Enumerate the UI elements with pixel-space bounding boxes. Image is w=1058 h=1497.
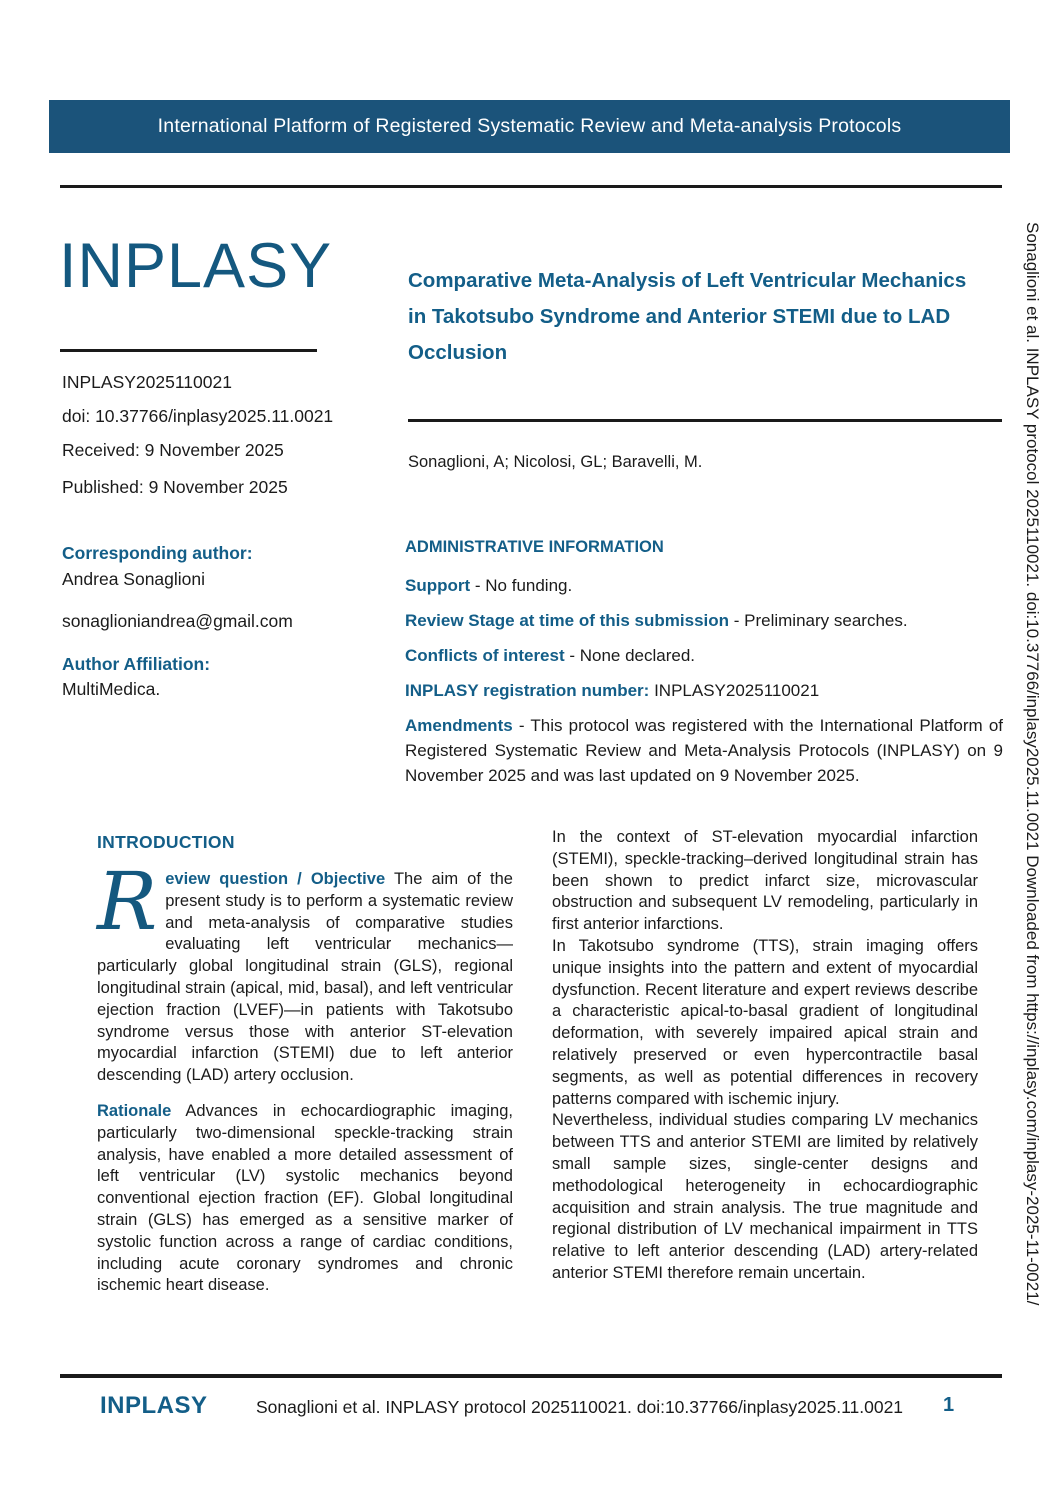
admin-item-label: INPLASY registration number: [405, 681, 650, 700]
inplasy-logo: INPLASY [59, 231, 333, 301]
logo-divider [60, 349, 317, 352]
footer-brand: INPLASY [100, 1392, 208, 1419]
admin-item-conflicts [405, 643, 1003, 668]
footer-divider [60, 1374, 1002, 1378]
corresponding-author-email: sonaglioniandrea@gmail.com [62, 611, 293, 631]
admin-item-label: Conflicts of interest [405, 646, 565, 665]
rationale-paragraph [97, 1101, 513, 1297]
footer-page-number: 1 [943, 1394, 955, 1416]
admin-item-label: Amendments [405, 716, 513, 735]
admin-item-label: Support [405, 576, 471, 595]
introduction-left-column [97, 855, 513, 1297]
admin-item-review-stage [405, 608, 1003, 633]
admin-item-separator: - [564, 646, 580, 665]
introduction-heading: INTRODUCTION [97, 832, 235, 852]
doi-line: doi: 10.37766/inplasy2025.11.0021 [62, 406, 334, 426]
administrative-information-section [405, 538, 1003, 798]
title-divider [408, 419, 1002, 422]
intro-paragraph-limitations: Nevertheless, individual studies comparing LV mechanics between TTS and anterior STEMI are limited by relatively small sample sizes, single-center designs and methodological heterogeneity in echocardiographic acquisition and strain analysis. The true magnitude and regional distribution of LV mechanical impairment in TTS relative to left anterior descending (LAD) artery-related anterior STEMI therefore remain uncertain. [552, 1111, 978, 1282]
corresponding-author-name: Andrea Sonaglioni [62, 569, 206, 589]
introduction-right-column [552, 827, 978, 1285]
objective-text: The aim of the present study is to perform a systematic review and meta-analysis of comparative studies evaluating left ventricular mechanics—particularly global longitudinal strain (GLS), regional longitudinal strain (apical, mid, basal), and left ventricular ejection fraction (LVEF)—in patients with Takotsubo syndrome versus those with anterior ST-elevation myocardial infarction (STEMI) due to left anterior descending (LAD) artery occlusion. [97, 870, 513, 1085]
administrative-information-heading: ADMINISTRATIVE INFORMATION [405, 538, 664, 556]
journal-banner [49, 100, 1010, 153]
rationale-label: Rationale [97, 1101, 172, 1120]
author-affiliation-value: MultiMedica. [62, 679, 161, 699]
admin-item-value: None declared. [579, 646, 696, 665]
journal-banner-text: International Platform of Registered Systematic Review and Meta-analysis Protocols [157, 115, 902, 137]
intro-paragraph-tts: In Takotsubo syndrome (TTS), strain imaging offers unique insights into the pattern and extent of myocardial dysfunction. Recent literature and expert reviews describe a characteristic apical-to-basal gradient of longitudinal deformation, with severely impaired apical strain and relatively preserved or even hypercontractile basal segments, as well as potential differences in recovery patterns compared with ischemic injury. [552, 936, 978, 1108]
admin-item-registration-number [405, 678, 1003, 703]
admin-item-value: INPLASY2025110021 [654, 681, 820, 700]
objective-label: eview question / Objective [165, 870, 386, 888]
author-affiliation-label: Author Affiliation: [62, 654, 211, 674]
admin-item-amendments [405, 713, 1003, 788]
published-date: Published: 9 November 2025 [62, 477, 288, 497]
sidebar-vertical-citation: Sonaglioni et al. INPLASY protocol 2025110021. doi:10.37766/inplasy2025.11.0021 Downloaded from https://inplasy.com/inplasy-2025-11-0021/ [1023, 222, 1042, 1306]
rationale-text: Advances in echocardiographic imaging, particularly two-dimensional speckle-tracking strain analysis, have enabled a more detailed assessment of left ventricular (LV) systolic mechanics beyond conventional ejection fraction (EF). Global longitudinal strain (GLS) has emerged as a sensitive marker of systolic function across a range of cardiac conditions, including acute coronary syndromes and chronic ischemic heart disease. [97, 1101, 513, 1295]
registration-id: INPLASY2025110021 [62, 372, 232, 392]
admin-item-separator: - [512, 716, 531, 735]
admin-item-value: No funding. [485, 576, 573, 595]
admin-item-separator: - [729, 611, 745, 630]
admin-item-label: Review Stage at time of this submission [405, 611, 730, 630]
corresponding-author-label: Corresponding author: [62, 543, 253, 563]
admin-item-separator: - [470, 576, 486, 595]
page-title: Comparative Meta-Analysis of Left Ventricular Mechanics in Takotsubo Syndrome and Anterior STEMI due to LAD Occlusion [408, 269, 967, 364]
received-date: Received: 9 November 2025 [62, 440, 284, 460]
footer-citation: Sonaglioni et al. INPLASY protocol 2025110021. doi:10.37766/inplasy2025.11.0021 [256, 1397, 904, 1417]
authors-line: Sonaglioni, A; Nicolosi, GL; Baravelli, M. [408, 453, 703, 471]
drop-cap: R [97, 855, 158, 948]
top-divider [60, 185, 1002, 188]
admin-item-value: This protocol was registered with the International Platform of Registered Systematic Review and Meta-Analysis Protocols (INPLASY) on 9 November 2025 and was last updated on 9 November 2025. [405, 716, 1003, 785]
admin-item-value: Preliminary searches. [744, 611, 908, 630]
admin-item-support [405, 573, 1003, 598]
objective-paragraph [97, 855, 513, 1087]
intro-paragraph-stemi: In the context of ST-elevation myocardial infarction (STEMI), speckle-tracking–derived longitudinal strain has been shown to predict infarct size, microvascular obstruction and subsequent LV remodeling, particularly in first anterior infarctions. [552, 828, 978, 934]
